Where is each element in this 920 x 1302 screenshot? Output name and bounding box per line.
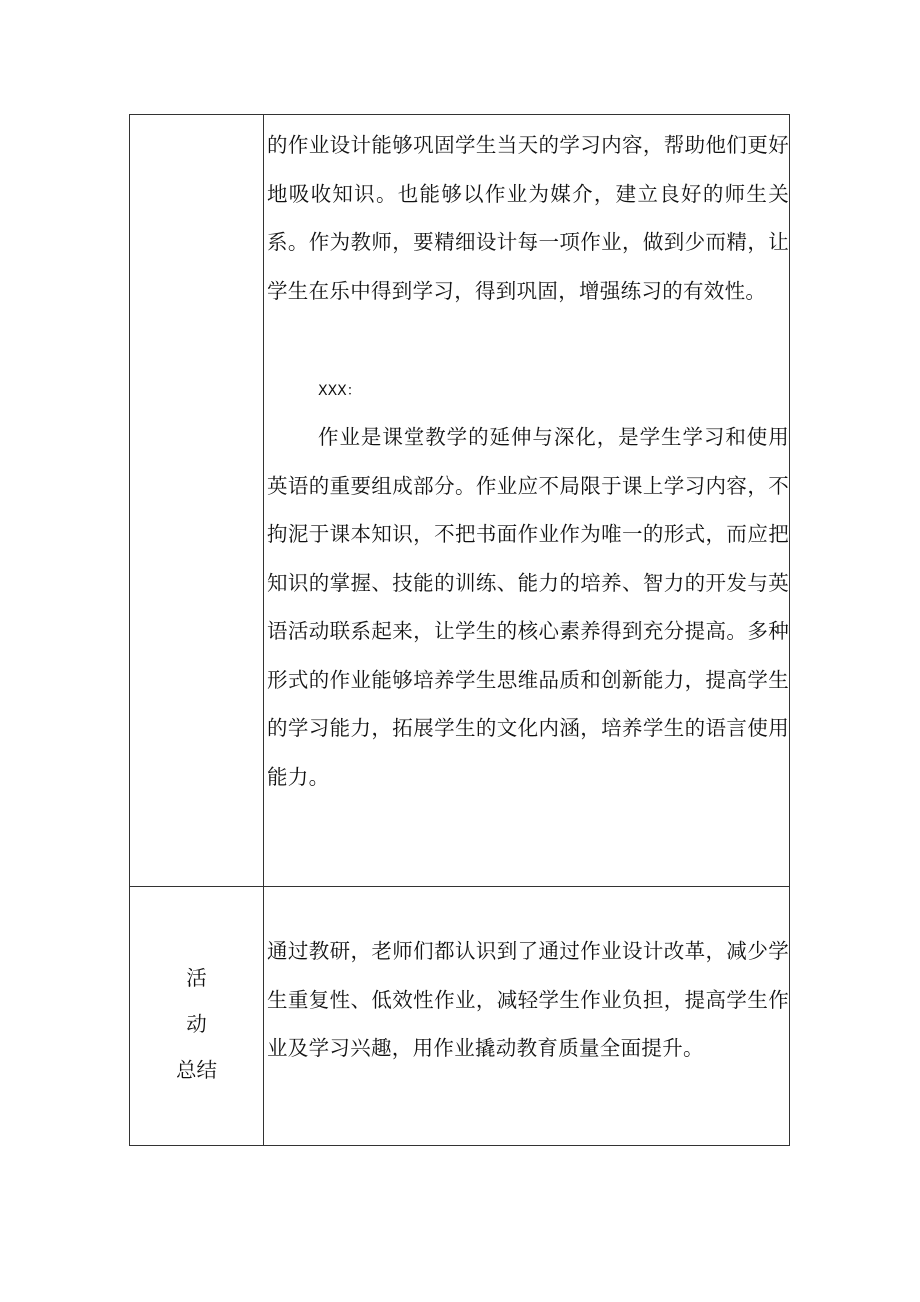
label-line-2: 动 [186,1012,207,1036]
label-line-3: 总结 [176,1058,217,1082]
record-table [129,114,790,1146]
activity-summary-text: 通过教研，老师们都认识到了通过作业设计改革，减少学生重复性、低效性作业，减轻学生作业负担，提高学生作业及学习兴趣，用作业撬动教育质量全面提升。 [267,939,789,1060]
column-divider [263,115,264,1145]
row-divider [130,886,789,887]
label-line-1: 活 [186,966,207,990]
teacher-comment-paragraph: 作业是课堂教学的延伸与深化，是学生学习和使用英语的重要组成部分。作业应不局限于课上学习内容，不拘泥于课本知识，不把书面作业作为唯一的形式，而应把知识的掌握、技能的训练、能力的培养、智力的开发与英语活动联系起来，让学生的核心素养得到充分提高。多种形式的作业能够培养学生思维品质和创新能力，提高学生的学习能力，拓展学生的文化内涵，培养学生的语言使用能力。 [267,425,789,789]
speaker-label: XXX： [318,383,361,399]
continued-paragraph: 的作业设计能够巩固学生当天的学习内容，帮助他们更好地吸收知识。也能够以作业为媒介，建立良好的师生关系。作为教师，要精细设计每一项作业，做到少而精，让学生在乐中得到学习，得到巩固，增强练习的有效性。 [267,133,789,303]
activity-summary-label [130,955,263,1093]
